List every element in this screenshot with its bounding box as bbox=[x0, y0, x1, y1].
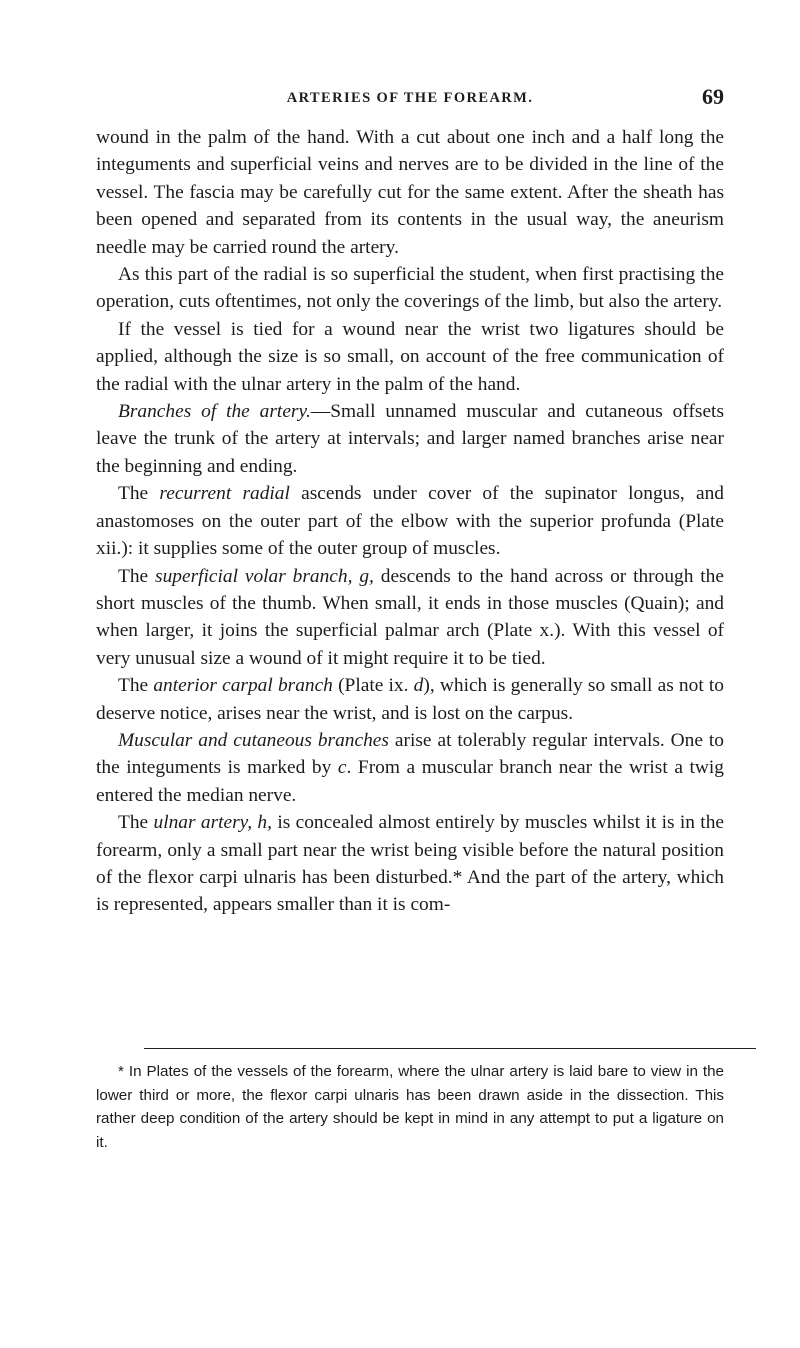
italic-term: Branches of the artery. bbox=[118, 401, 311, 423]
body-text bbox=[96, 124, 724, 919]
paragraph bbox=[96, 480, 724, 562]
text-run: (Plate ix. bbox=[332, 675, 414, 697]
text-run: is concealed almost entirely by muscles whilst it is in the forearm, only a small part near the wrist being visible before the natural position of the flexor carpi ulnaris has been disturbed.* And the part of the artery, which is represented, appears smaller than it is com- bbox=[96, 812, 724, 916]
paragraph bbox=[96, 398, 724, 480]
text-run: ascends under cover of the supinator longus, and anastomoses on the outer part of the elbow with the superior profunda (Plate xii.): it supplies some of the outer group of muscles. bbox=[96, 483, 724, 560]
text-run: . From a muscular branch near the wrist a twig entered the median nerve. bbox=[96, 757, 724, 806]
footnote: * In Plates of the vessels of the forearm, where the ulnar artery is laid bare to view in the lower third or more, the flexor carpi ulnaris has been drawn aside in the dissection. This rather deep condition of the artery should be kept in mind in any attempt to put a ligature on it. bbox=[96, 1063, 724, 1151]
paragraph bbox=[96, 727, 724, 809]
italic-term: ulnar artery, h, bbox=[153, 812, 272, 834]
paragraph bbox=[96, 563, 724, 673]
italic-term: anterior carpal branch bbox=[153, 675, 333, 697]
paragraph bbox=[96, 124, 724, 261]
footnote-divider bbox=[144, 1048, 756, 1049]
italic-term: Muscular and cutaneous branches bbox=[118, 729, 389, 751]
text-run: The bbox=[118, 812, 154, 834]
paragraph bbox=[96, 316, 724, 398]
page-header bbox=[96, 84, 724, 114]
italic-term: c bbox=[337, 757, 347, 779]
text-run: If the vessel is tied for a wound near the wrist two ligatures should be applied, although the size is so small, on account of the free communication of the radial with the ulnar artery in the palm of the hand. bbox=[96, 318, 724, 395]
running-title: ARTERIES OF THE FOREARM. bbox=[286, 90, 534, 106]
text-run: wound in the palm of the hand. With a cut about one inch and a half long the integuments and superficial veins and nerves are to be divided in the line of the vessel. The fascia may be carefully cut for the same extent. After the sheath has been opened and separated from its contents in the usual way, the aneurism needle may be carried round the artery. bbox=[96, 127, 724, 258]
paragraph bbox=[96, 672, 724, 727]
paragraph bbox=[96, 261, 724, 316]
text-run: ), which is generally so small as not to deserve notice, arises near the wrist, and is lost on the carpus. bbox=[96, 675, 724, 724]
paragraph bbox=[96, 809, 724, 919]
text-run: The bbox=[118, 565, 156, 587]
text-run: The bbox=[118, 675, 154, 697]
text-run: The bbox=[118, 483, 160, 505]
italic-term: d bbox=[413, 675, 424, 697]
text-run: arise at tolerably regular intervals. One to the integuments is marked by bbox=[96, 729, 725, 779]
text-run: As this part of the radial is so superficial the student, when first practising the operation, cuts oftentimes, not only the coverings of the limb, but also the artery. bbox=[96, 264, 724, 313]
text-run: —Small unnamed muscular and cutaneous offsets leave the trunk of the artery at intervals; and larger named branches arise near the beginning and ending. bbox=[96, 401, 724, 477]
italic-term: superficial volar branch, g, bbox=[155, 565, 374, 587]
page-number: 69 bbox=[702, 84, 724, 109]
italic-term: recurrent radial bbox=[159, 483, 290, 505]
text-run: descends to the hand across or through the short muscles of the thumb. When small, it ends in those muscles (Quain); and when larger, it joins the superficial palmar arch (Plate x.). With this vessel of very unusual size a wound of it might require it to be tied. bbox=[96, 565, 724, 669]
